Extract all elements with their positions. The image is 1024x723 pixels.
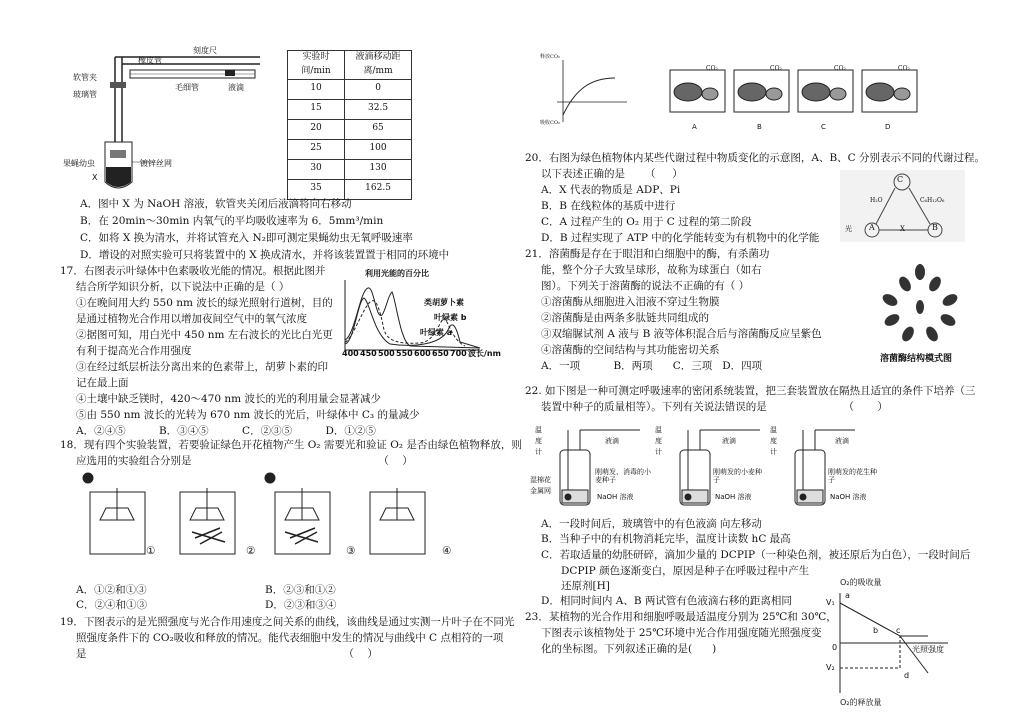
mesh-label: 金属网 — [530, 487, 551, 495]
table-row — [288, 159, 412, 179]
table-header: 实验时间/min — [288, 51, 345, 80]
q17-statement: 是通过植物光合作用以增加夜间空气中的氧气浓度 — [76, 313, 307, 325]
table-cell: 130 — [345, 159, 412, 179]
q17-statement: ④土壤中缺乏镁时，420～470 nm 波长的光的利用量会显著减少 — [76, 393, 381, 405]
legend-chlorophyll-b: 叶绿素 b — [434, 313, 467, 322]
label-glass-tube: 玻璃管 — [73, 90, 97, 99]
point-b: b — [873, 626, 879, 635]
q23-stem: 下图表示该植物处于 25℃环境中光合作用强度随光照强度变 — [541, 627, 822, 639]
legend-chlorophyll-a: 叶绿素 a — [420, 328, 453, 337]
tick-label: 600 — [414, 349, 431, 358]
table-cell: 32.5 — [345, 99, 412, 119]
x-axis-label: 吸收CO₂ — [540, 120, 560, 126]
thermometer-label: 温度计 — [655, 426, 662, 456]
thermometer-label: 温度计 — [535, 426, 542, 456]
q21-statement: ②溶菌酶是由两条多肽链共同组成的 — [541, 312, 709, 324]
tick-label: 700 — [450, 349, 467, 358]
q17-statement: ①在晚间用大约 550 nm 波长的绿光照射行道树，目的 — [76, 297, 333, 309]
q20-option-d: D．B 过程实现了 ATP 中的化学能转变为有机物中的化学能 — [541, 232, 820, 244]
label-rubber-tube: 橡皮管 — [138, 56, 162, 65]
q20-option-c: C．A 过程产生的 O₂ 用于 C 过程的第二阶段 — [541, 216, 752, 228]
q22-stem: 装置中种子的质量相等）。下列有关说法错误的是 （ ） — [541, 401, 888, 413]
cell-diagrams — [668, 68, 923, 118]
cell-caption: A — [692, 123, 697, 131]
q21-stem: 图）。下列关于溶菌酶的说法不正确的有（ ） — [541, 280, 750, 292]
respiration-setups — [530, 425, 860, 510]
bell-jar-setups — [70, 470, 470, 570]
label-ruler: 刻度尺 — [193, 46, 217, 55]
point-c: c — [896, 626, 901, 635]
q16-option-c: C．如将 X 换为清水，并将试管充入 N₂即可测定果蝇幼虫无氧呼吸速率 — [80, 232, 413, 244]
lysozyme-structure-figure — [870, 262, 970, 352]
experiment-table — [287, 50, 412, 200]
table-row — [288, 119, 412, 139]
cell-label: CO₂ — [834, 65, 846, 72]
y-axis-top: O₂的吸收量 — [840, 578, 882, 587]
q17-stem: 结合所学知识分析，以下说法中正确的是（ ） — [76, 281, 290, 293]
table-cell: 35 — [288, 179, 345, 199]
seed-label: 刚萌发的花生种子 — [828, 468, 877, 485]
table-cell: 10 — [288, 79, 345, 99]
point-a: a — [845, 591, 850, 600]
tick-label: 400 — [342, 349, 359, 358]
q23-stem: 23．某植物的光合作用和细胞呼吸最适温度分别为 25℃和 30℃， — [525, 611, 837, 623]
diagram-label: C₆H₁₂O₆ — [920, 197, 945, 204]
label-x: X — [92, 173, 98, 182]
point-d: d — [904, 671, 910, 680]
q21-statement: ①溶菌酶从细胞进入泪液不穿过生物膜 — [541, 296, 720, 308]
label-drop: 液滴 — [228, 83, 244, 92]
q21-options: A．一项 B．两项 C．三项 D．四项 — [541, 360, 763, 372]
label-clamp: 软管夹 — [73, 73, 97, 82]
table-cell: 25 — [288, 139, 345, 159]
q22-option-c: DCPIP 颜色逐渐变白，原因是种子在呼吸过程中产生 — [561, 565, 810, 577]
diagram-label: 光 — [845, 225, 852, 233]
table-row — [288, 139, 412, 159]
y-axis-label: 释放CO₂ — [540, 54, 560, 60]
cell-label: CO₂ — [898, 65, 910, 72]
label-mesh: 镀锌丝网 — [140, 159, 172, 168]
q17-statement: 有利于提高光合作用强度 — [76, 345, 192, 357]
table-row — [288, 99, 412, 119]
q22-option-b: B．当种子中的有机物消耗完毕，温度计读数 hC 最高 — [541, 533, 791, 545]
q22-option-c: 还原剂[H] — [561, 580, 610, 592]
q21-stem: 能，整个分子大致呈球形，故称为球蛋白（如右 — [541, 264, 762, 276]
v2-label: V₂ — [826, 663, 835, 672]
cell-caption: C — [821, 123, 826, 131]
q18-option-b: B．②③和①② — [265, 584, 336, 596]
setup-label: ② — [246, 545, 256, 557]
q23-stem: 化的坐标图。下列叙述正确的是( ) — [541, 643, 717, 655]
drop-label: 液滴 — [605, 437, 619, 445]
q21-statement: ③双缩脲试剂 A 液与 B 液等体积混合后与溶菌酶反应呈紫色 — [541, 328, 822, 340]
q19-stem: 19．下图表示的是光照强度与光合作用速度之间关系的曲线，该曲线是通过实测一片叶子在不同光 — [60, 616, 515, 628]
setup-label: ③ — [346, 545, 356, 557]
tick-label: 650 — [432, 349, 449, 358]
v1-label: V₁ — [826, 598, 835, 607]
q16-option-d: D．增设的对照实验可只将装置中的 X 换成清水，并将该装置置于相同的环境中 — [80, 249, 450, 261]
q20-option-b: B．B 在线粒体的基质中进行 — [541, 200, 676, 212]
q22-option-d: D．相同时间内 A、B 两试管有色液滴右移的距离相同 — [541, 595, 792, 607]
x-axis-label: 光照强度 — [912, 645, 944, 654]
q22-option-c: C．若取适量的幼胚研碎，滴加少量的 DCPIP（一种染色剂，被还原后为白色），一段时间后 — [541, 549, 971, 561]
tick-label: 500 — [378, 349, 395, 358]
table-cell: 20 — [288, 119, 345, 139]
tick-label: 550 — [396, 349, 413, 358]
q18-option-c: C．②④和①③ — [76, 599, 148, 611]
q18-stem: 18．现有四个实验装置，若要验证绿色开花植物产生 O₂ 需要光和验证 O₂ 是否由绿色植物释放，则 — [60, 439, 522, 451]
q20-option-a: A．X 代表的物质是 ADP、Pi — [541, 184, 681, 196]
setup-label: ① — [146, 545, 156, 557]
q17-statement: ②据图可知，用白光中 450 nm 左右波长的光比白光更 — [76, 329, 333, 341]
diagram-label: C — [897, 175, 904, 184]
q21-statement: ④溶菌酶的空间结构与其功能密切关系 — [541, 344, 720, 356]
naoh-label: NaOH 溶液 — [597, 493, 634, 501]
naoh-label: NaOH 溶液 — [830, 493, 867, 501]
q17-options: A．②④⑤ B．③④⑤ C．②③⑤ D．①②⑤ — [76, 425, 376, 437]
table-cell: 162.5 — [345, 179, 412, 199]
table-header: 液滴移动距离/mm — [345, 51, 412, 80]
q17-stem: 17．右图表示叶绿体中色素吸收光能的情况。根据此图并 — [60, 265, 326, 277]
drop-label: 液滴 — [722, 437, 736, 445]
table-cell: 15 — [288, 99, 345, 119]
q18-option-d: D．②③和③④ — [265, 599, 337, 611]
cell-label: CO₂ — [770, 65, 782, 72]
q22-option-a: A．一段时间后，玻璃管中的有色液滴 向左移动 — [541, 518, 762, 530]
naoh-label: NaOH 溶液 — [715, 493, 752, 501]
q16-option-a: A．图中 X 为 NaOH 溶液，软管夹关闭后液滴将向右移动 — [80, 198, 352, 210]
lysozyme-caption: 溶菌酶结构模式图 — [880, 354, 953, 364]
q16-option-b: B．在 20min～30min 内氧气的平均吸收速率为 6．5mm³/min — [80, 215, 384, 227]
q20-stem: 20．右图为绿色植物体内某些代谢过程中物质变化的示意图，A、B、C 分别表示不同的代谢过程。 — [525, 152, 986, 164]
x-axis-label: 波长/nm — [468, 349, 501, 358]
tick-label: 450 — [360, 349, 377, 358]
table-cell: 65 — [345, 119, 412, 139]
q19-stem: 是 （ ） — [76, 648, 378, 660]
drop-label: 液滴 — [835, 437, 849, 445]
cell-caption: D — [885, 123, 891, 131]
q17-statement: 记在最上面 — [76, 377, 129, 389]
q21-stem: 21．溶菌酶是存在于眼泪和白细胞中的酶，有杀菌功 — [525, 248, 770, 260]
seed-label: 刚萌发、消毒的小麦种子 — [595, 468, 651, 485]
diagram-label: A — [869, 223, 875, 232]
q18-stem: 应选用的实验组合分别是 （ ） — [76, 455, 413, 467]
q19-stem: 照强度条件下的 CO₂吸收和释放的情况。能代表细胞中发生的情况与曲线中 C 点相符的一项 — [76, 632, 504, 644]
setup-label: ④ — [442, 545, 452, 557]
sun-icon — [83, 473, 275, 483]
q17-statement: ⑤由 550 nm 波长的光转为 670 nm 波长的光后，叶绿体中 C₃ 的量减少 — [76, 409, 420, 421]
legend-carotenoid: 类胡萝卜素 — [424, 298, 464, 307]
q18-option-a: A．①②和①③ — [76, 584, 147, 596]
q17-statement: ③在经过纸层析法分离出来的色素带上，胡萝卜素的印 — [76, 361, 328, 373]
cell-caption: B — [757, 123, 762, 131]
y-axis-bottom: O₂的释放量 — [840, 698, 882, 707]
thermometer-label: 温度计 — [770, 426, 777, 456]
cotton-label: 湿棉花 — [530, 476, 551, 484]
q22-stem: 22. 如下图是一种可测定呼吸速率的密闭系统装置，把三套装置放在隔热且适宜的条件下培养（三 — [525, 385, 976, 397]
light-curve-small — [555, 60, 630, 125]
seed-label: 刚萌发的小麦种子 — [713, 468, 762, 485]
table-row — [288, 79, 412, 99]
q23-light-chart — [828, 588, 958, 698]
table-cell: 0 — [345, 79, 412, 99]
table-cell: 100 — [345, 139, 412, 159]
table-cell: 30 — [288, 159, 345, 179]
label-capillary: 毛细管 — [175, 83, 199, 92]
diagram-label: H₂O — [870, 197, 883, 204]
diagram-label: X — [900, 225, 905, 233]
origin-label: 0 — [832, 643, 838, 652]
diagram-label: B — [932, 223, 938, 232]
chart-title: 利用光能的百分比 — [365, 269, 429, 278]
label-larva: 果蝇幼虫 — [63, 159, 95, 168]
cell-label: CO₂ — [706, 65, 718, 72]
q20-stem: 以下表述正确的是 （ ） — [541, 168, 683, 180]
